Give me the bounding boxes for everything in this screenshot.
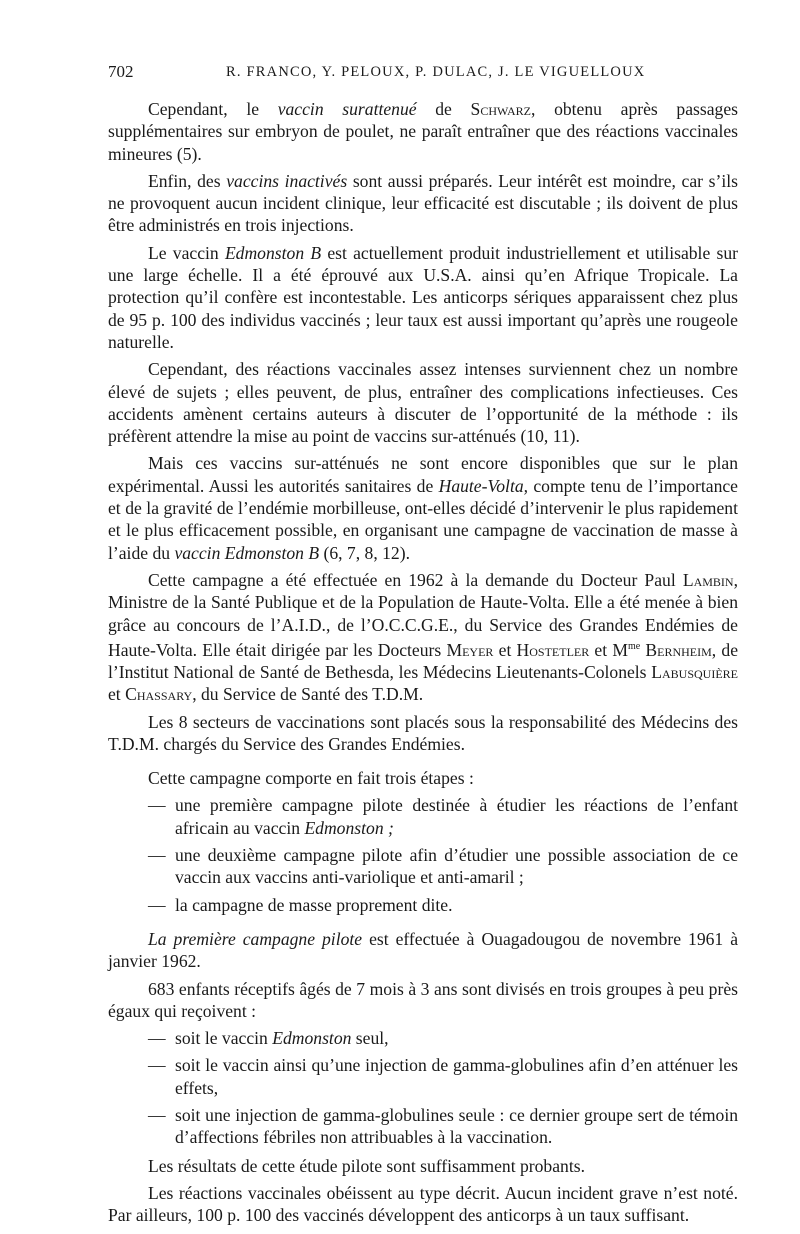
group-list — [108, 1027, 738, 1148]
stage-list — [108, 794, 738, 915]
list-item: — soit le vaccin Edmonston seul, — [108, 1027, 738, 1049]
running-head: R. FRANCO, Y. PELOUX, P. DULAC, J. LE VIGUELLOUX — [226, 64, 646, 80]
list-item: — une première campagne pilote destinée à étudier les réactions de l’enfant africain au vaccin Edmonston ; — [108, 794, 738, 839]
body-text — [108, 98, 738, 1232]
list-item: — la campagne de masse proprement dite. — [108, 894, 738, 916]
paragraph: Cette campagne a été effectuée en 1962 à la demande du Docteur Paul Lambin, Ministre de la Santé Publique et de la Population de Haute-Volta. Elle a été menée à bien grâce au concours de l’A.I.D., de l’O.C.C.G.E., du Service des Grandes Endémies de Haute-Volta. Elle était dirigée par les Docteurs Meyer et Hostetler et $M^{me}$ Bernheim, de l’Institut National de Santé de Bethesda, les Médecins Lieutenants-Colonels Labusquière et Chassary, du Service de Santé des T.D.M. — [108, 569, 738, 705]
dash-marker — [148, 794, 166, 816]
dash-marker — [148, 894, 166, 916]
paragraph: Les résultats de cette étude pilote sont suffisamment probants. — [148, 1155, 585, 1176]
dash-marker — [148, 1104, 166, 1126]
dash-marker — [148, 844, 166, 866]
dash-marker — [148, 1027, 166, 1049]
paragraph: Les réactions vaccinales obéissent au type décrit. Aucun incident grave n’est noté. Par ailleurs, 100 p. 100 des vaccinés développent des anticorps à un taux suffisant. — [108, 1182, 738, 1226]
dash-marker — [148, 1054, 166, 1076]
paragraph: Mais ces vaccins sur-atténués ne sont encore disponibles que sur le plan expérimental. Aussi les autorités sanitaires de Haute-Volta, compte tenu de l’importance et de la gravité de l’endémie morbilleuse, ont-elles décidé d’intervenir le plus rapidement et le plus efficacement possible, en organisant une campagne de vaccination de masse à l’aide du vaccin Edmonston B (6, 7, 8, 12). — [108, 453, 738, 563]
list-item: — soit le vaccin ainsi qu’une injection de gamma-globulines afin d’en atténuer les effets, — [108, 1054, 738, 1099]
paragraph: Enfin, des vaccins inactivés sont aussi préparés. Leur intérêt est moindre, car s’ils ne provoquent aucun incident clinique, leur efficacité est discutable ; ils doivent de plus être administrés en trois injections. — [108, 170, 738, 236]
paragraph: Cependant, des réactions vaccinales assez intenses surviennent chez un nombre élevé de sujets ; elles peuvent, de plus, entraîner des complications infectieuses. Ces accidents amènent certains auteurs à discuter de l’opportunité de la méthode : ils préfèrent attendre la mise au point de vaccins sur-atténués (10, 11). — [108, 359, 738, 447]
paragraph: Cette campagne comporte en fait trois étapes : — [148, 768, 474, 789]
paragraph: 683 enfants réceptifs âgés de 7 mois à 3 ans sont divisés en trois groupes à peu près égaux qui reçoivent : — [108, 978, 738, 1021]
page-number: 702 — [108, 62, 134, 81]
list-item: — une deuxième campagne pilote afin d’étudier une possible association de ce vaccin aux vaccins anti-variolique et anti-amaril ; — [108, 844, 738, 889]
list-item: — soit une injection de gamma-globulines seule : ce dernier groupe sert de témoin d’affections fébriles non attribuables à la vaccination. — [108, 1104, 738, 1149]
paragraph: Cependant, le vaccin surattenué de Schwarz, obtenu après passages supplémentaires sur embryon de poulet, ne paraît entraîner que des réactions vaccinales mineures (5). — [108, 99, 738, 164]
paragraph: Les 8 secteurs de vaccinations sont placés sous la responsabilité des Médecins des T.D.M. chargés du Service des Grandes Endémies. — [108, 711, 738, 754]
paragraph: Le vaccin Edmonston B est actuellement produit industriellement et utilisable sur une large échelle. Il a été éprouvé aux U.S.A. ainsi qu’en Afrique Tropicale. La protection qu’il confère est incontestable. Les anticorps sériques apparaissent chez plus de 95 p. 100 des individus vaccinés ; leur taux est aussi important qu’après une rougeole naturelle. — [108, 242, 738, 352]
paragraph: La première campagne pilote est effectuée à Ouagadougou de novembre 1961 à janvier 1962. — [108, 928, 739, 972]
